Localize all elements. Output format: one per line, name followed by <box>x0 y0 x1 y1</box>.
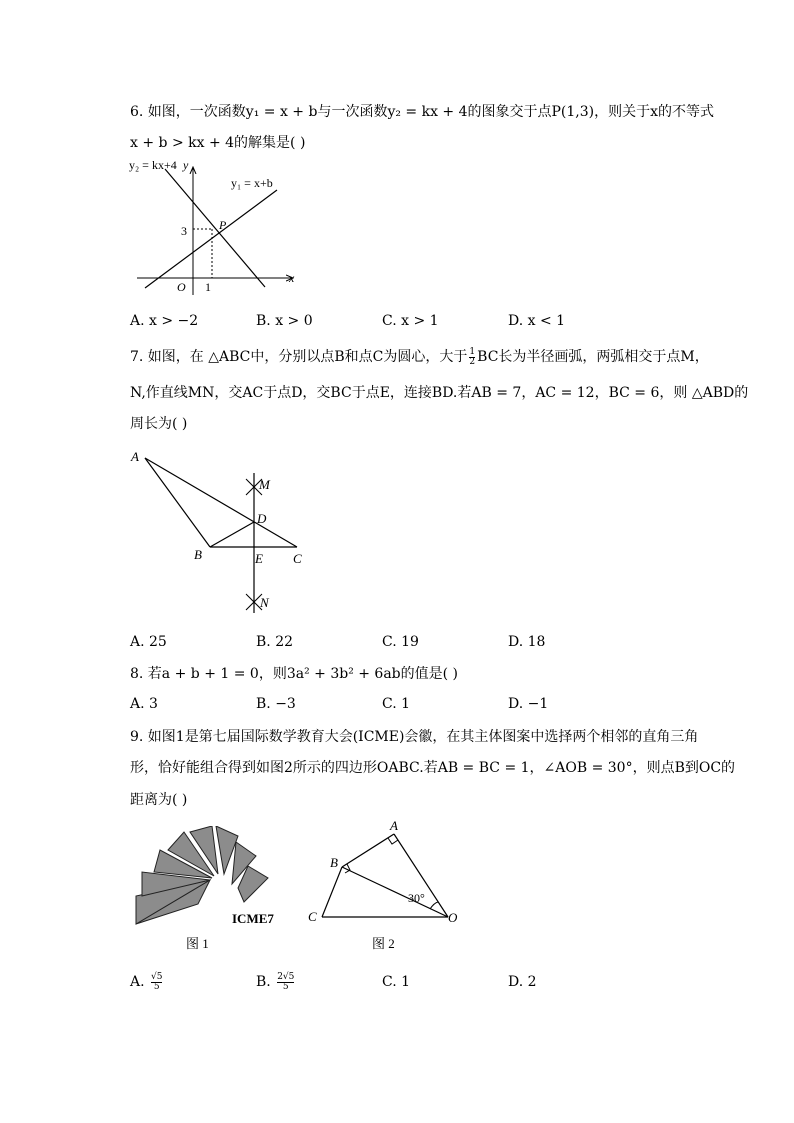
q9-option-d-text: 2 <box>527 974 537 990</box>
q9-segment-BC <box>322 867 342 917</box>
q7-option-d[interactable]: D. 18 <box>508 634 546 650</box>
q9-option-c[interactable] <box>382 972 410 992</box>
q9-segment-AB <box>342 834 394 867</box>
q7-option-c[interactable]: C. 19 <box>382 634 419 650</box>
q7-label-A: A <box>131 449 139 464</box>
q9-label-A: A <box>390 818 398 833</box>
q9-label-B: B <box>330 855 338 870</box>
q9-option-c-text: 1 <box>401 974 411 990</box>
q6-option-b[interactable]: B. x > 0 <box>256 313 313 329</box>
q7-label-E: E <box>255 551 263 566</box>
q7-segment-AC <box>145 458 297 547</box>
q6-line-y1 <box>145 190 277 288</box>
q7-option-a[interactable]: A. 25 <box>130 634 167 650</box>
q9-stem-line3: 距离为( ) <box>130 792 188 808</box>
q9-angle-arc-O <box>430 902 438 909</box>
q9-option-a[interactable] <box>130 972 164 992</box>
q9-figure1-icme-logo <box>128 826 288 956</box>
q7-fraction <box>469 348 475 367</box>
q7-label-M: M <box>259 477 270 492</box>
q6-label-P: P <box>219 218 227 232</box>
q9-option-d[interactable] <box>508 972 537 992</box>
q7-fraction-den: 2 <box>469 356 476 367</box>
q7-stem-line1a: 7. 如图，在 △ABC中，分别以点B和点C为圆心，大于 <box>130 349 468 365</box>
q6-label-y2: y₂ = kx+4 <box>129 158 177 172</box>
q7-label-B: B <box>194 547 202 562</box>
q9-option-b-fraction <box>277 973 294 992</box>
q9-stem-line2: 形，恰好能组合得到如图2所示的四边形OABC.若AB = BC = 1，∠AOB = 30°，则点B到OC的 <box>130 760 736 776</box>
q8-option-d[interactable]: D. −1 <box>508 696 549 712</box>
q7-label-C: C <box>293 551 302 566</box>
q6-label-x: x <box>289 271 295 285</box>
q7-figure <box>125 445 315 620</box>
q8-option-b[interactable]: B. −3 <box>256 696 296 712</box>
q9-figure2 <box>300 815 470 955</box>
q7-stem-line2: N,作直线MN，交AC于点D，交BC于点E，连接BD.若AB = 7，AC = 12，BC = 6，则 △ABD的 <box>130 385 749 401</box>
q7-segment-AB <box>145 458 210 547</box>
q9-label-angle: 30° <box>408 891 425 905</box>
q9-figure2-caption: 图 2 <box>372 936 395 951</box>
q7-segment-BD <box>210 522 254 547</box>
q6-label-y: y <box>183 158 189 172</box>
q8-option-a[interactable]: A. 3 <box>130 696 158 712</box>
q9-stem-line1: 9. 如图1是第七届国际数学教育大会(ICME)会徽，在其主体图案中选择两个相邻的直角三角 <box>130 729 699 745</box>
q9-option-a-den: 5 <box>151 982 162 992</box>
q9-option-a-letter: A. <box>130 974 145 990</box>
q7-fraction-num: 1 <box>469 346 476 357</box>
q7-stem-line3: 周长为( ) <box>130 416 188 432</box>
q9-option-b[interactable] <box>256 972 296 992</box>
q6-option-c[interactable]: C. x > 1 <box>382 313 439 329</box>
q9-option-b-num: 2√5 <box>277 971 295 982</box>
q6-stem-line1: 6. 如图，一次函数y₁ = x + b与一次函数y₂ = kx + 4的图象交于点P(1,3)，则关于x的不等式 <box>130 104 715 120</box>
q7-stem-line1 <box>130 347 709 367</box>
q9-option-b-letter: B. <box>256 974 271 990</box>
q9-option-a-num: √5 <box>151 971 163 982</box>
q9-option-c-letter: C. <box>382 974 397 990</box>
q8-option-c[interactable]: C. 1 <box>382 696 411 712</box>
q7-label-D: D <box>257 511 267 526</box>
q7-stem-line1b: BC长为半径画弧，两弧相交于点M， <box>477 349 709 365</box>
q6-stem-line2: x + b > kx + 4的解集是( ) <box>130 135 306 151</box>
q6-label-1: 1 <box>205 280 211 294</box>
q9-label-O: O <box>448 910 458 925</box>
q7-option-b[interactable]: B. 22 <box>256 634 294 650</box>
q9-option-a-fraction <box>151 973 162 992</box>
q9-label-C: C <box>308 909 317 924</box>
q9-option-b-den: 5 <box>277 982 294 992</box>
q9-option-d-letter: D. <box>508 974 524 990</box>
q7-label-N: N <box>260 595 269 610</box>
q9-logo-text: ICME7 <box>232 911 274 926</box>
q6-label-y1: y₁ = x+b <box>231 176 273 190</box>
q6-option-d[interactable]: D. x < 1 <box>508 313 566 329</box>
q6-label-3: 3 <box>181 224 187 238</box>
q6-option-a[interactable]: A. x > −2 <box>130 313 199 329</box>
q6-graph <box>125 155 305 300</box>
q9-figure1-caption: 图 1 <box>186 936 209 951</box>
q6-label-O: O <box>177 280 186 294</box>
q8-stem-line1: 8. 若a + b + 1 = 0，则3a² + 3b² + 6ab的值是( ) <box>130 666 459 682</box>
